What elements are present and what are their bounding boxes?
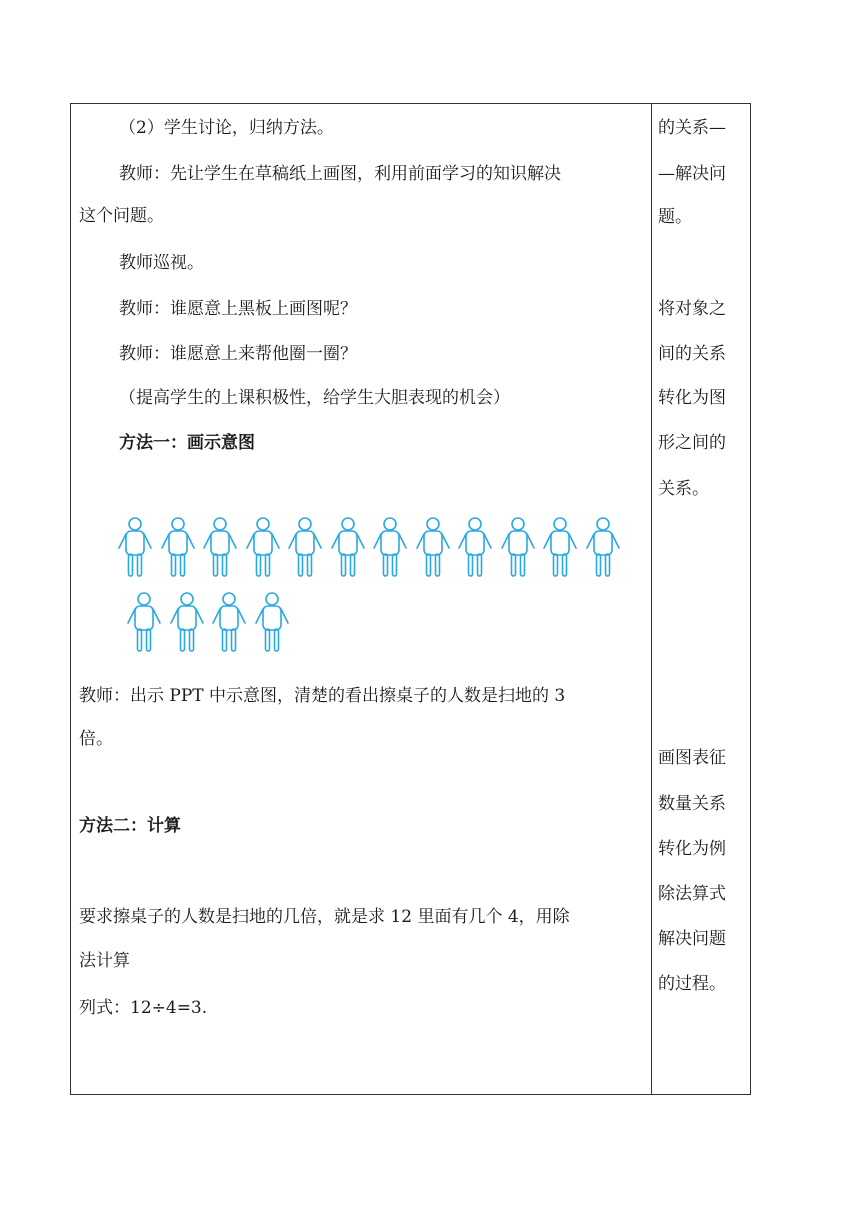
note-line: 间的关系 xyxy=(658,344,726,364)
person-figure xyxy=(160,516,196,582)
note-line: 形之间的 xyxy=(658,433,726,453)
calculation-explanation: 要求擦桌子的人数是扫地的几倍，就是求 12 里面有几个 4，用除 xyxy=(79,907,570,927)
teacher-instruction: 教师：先让学生在草稿纸上画图，利用前面学习的知识解决 xyxy=(119,164,561,184)
person-figure xyxy=(457,516,493,582)
person-figure xyxy=(117,516,153,582)
note-line: 数量关系 xyxy=(658,794,726,814)
person-icon xyxy=(457,516,493,578)
teacher-patrol: 教师巡视。 xyxy=(119,253,204,273)
person-icon xyxy=(287,516,323,578)
note-line: 关系。 xyxy=(658,479,709,499)
person-figure xyxy=(169,591,205,657)
note-line: 转化为图 xyxy=(658,388,726,408)
person-icon xyxy=(254,591,290,653)
person-icon xyxy=(160,516,196,578)
note-line: —解决问 xyxy=(658,164,726,184)
step-heading: （2）学生讨论，归纳方法。 xyxy=(119,118,334,138)
person-icon xyxy=(585,516,621,578)
person-figure xyxy=(211,591,247,657)
person-icon xyxy=(500,516,536,578)
person-icon xyxy=(211,591,247,653)
person-figure xyxy=(585,516,621,582)
person-figure xyxy=(372,516,408,582)
equation: 列式：12÷4=3. xyxy=(79,998,208,1018)
person-icon xyxy=(117,516,153,578)
person-icon xyxy=(202,516,238,578)
person-figure xyxy=(542,516,578,582)
person-figure xyxy=(126,591,162,657)
person-figure xyxy=(245,516,281,582)
teacher-question-1: 教师：谁愿意上黑板上画图呢？ xyxy=(119,299,357,319)
note-line: 解决问题 xyxy=(658,929,726,949)
person-figure xyxy=(202,516,238,582)
column-divider xyxy=(651,103,652,1095)
method-two-heading: 方法二：计算 xyxy=(79,816,181,836)
person-icon xyxy=(372,516,408,578)
teacher-ppt-note-cont: 倍。 xyxy=(79,729,113,749)
note-line: 的关系— xyxy=(658,118,726,138)
calculation-explanation-cont: 法计算 xyxy=(79,951,130,971)
person-figure xyxy=(500,516,536,582)
note-line: 画图表征 xyxy=(658,748,726,768)
person-figure xyxy=(287,516,323,582)
teacher-ppt-note: 教师：出示 PPT 中示意图，清楚的看出擦桌子的人数是扫地的 3 xyxy=(79,686,566,706)
note-line: 将对象之 xyxy=(658,299,726,319)
person-figure xyxy=(415,516,451,582)
method-one-heading: 方法一：画示意图 xyxy=(119,433,255,453)
note-line: 转化为例 xyxy=(658,839,726,859)
person-icon xyxy=(542,516,578,578)
person-figure xyxy=(254,591,290,657)
teacher-instruction-cont: 这个问题。 xyxy=(79,206,164,226)
person-icon xyxy=(126,591,162,653)
person-icon xyxy=(169,591,205,653)
person-figure xyxy=(330,516,366,582)
person-icon xyxy=(415,516,451,578)
teacher-note: （提高学生的上课积极性，给学生大胆表现的机会） xyxy=(119,388,510,408)
person-icon xyxy=(245,516,281,578)
note-line: 的过程。 xyxy=(658,974,726,994)
teacher-question-2: 教师：谁愿意上来帮他圈一圈？ xyxy=(119,344,357,364)
note-line: 题。 xyxy=(658,207,692,227)
person-icon xyxy=(330,516,366,578)
note-line: 除法算式 xyxy=(658,884,726,904)
